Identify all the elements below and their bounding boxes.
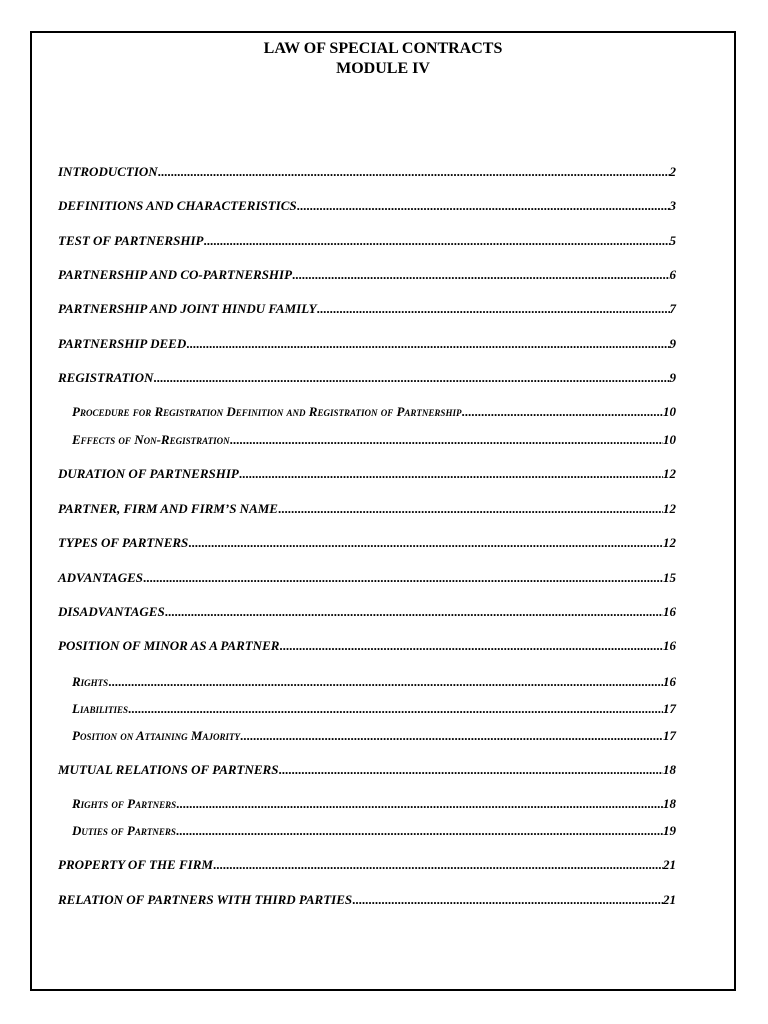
toc-dot-leader (176, 823, 663, 839)
toc-entry-label: PARTNERSHIP AND CO-PARTNERSHIP (58, 267, 293, 282)
toc-page-number: 12 (663, 535, 676, 550)
toc-entry-label: RELATION OF PARTNERS WITH THIRD PARTIES (58, 892, 353, 907)
toc-page-number: 2 (669, 164, 676, 179)
toc-page-number: 9 (669, 336, 676, 351)
toc-entry-label: Duties of Partners (72, 823, 176, 838)
toc-subentry[interactable] (72, 701, 676, 717)
toc-entry[interactable] (58, 570, 676, 586)
toc-entry-label: REGISTRATION (58, 370, 154, 385)
toc-dot-leader (213, 857, 663, 873)
toc-entry-label: DURATION OF PARTNERSHIP (58, 466, 239, 481)
toc-entry[interactable] (58, 604, 676, 620)
toc-subentry[interactable] (72, 432, 676, 448)
toc-dot-leader (186, 336, 669, 352)
toc-page-number: 21 (663, 892, 676, 907)
title-line-2: MODULE IV (336, 60, 430, 77)
toc-dot-leader (165, 604, 663, 620)
toc-entry[interactable] (58, 466, 676, 482)
toc-page-number: 5 (669, 233, 676, 248)
toc-entry-label: DISADVANTAGES (58, 604, 165, 619)
toc-page-number: 10 (663, 432, 676, 447)
toc-entry-label: Liabilities (72, 701, 128, 716)
toc-dot-leader (239, 466, 663, 482)
toc-subentry[interactable] (72, 728, 676, 744)
document-title (32, 39, 734, 79)
toc-entry-label: Rights (72, 674, 109, 689)
toc-entry[interactable] (58, 301, 676, 317)
toc-entry-label: DEFINITIONS AND CHARACTERISTICS (58, 198, 297, 213)
toc-entry-label: PROPERTY OF THE FIRM (58, 857, 213, 872)
title-line-1: LAW OF SPECIAL CONTRACTS (263, 40, 503, 57)
toc-entry[interactable] (58, 164, 676, 180)
toc-dot-leader (176, 796, 663, 812)
toc-entry-label: POSITION OF MINOR AS A PARTNER (58, 638, 280, 653)
toc-page-number: 17 (663, 728, 676, 743)
toc-page-number: 17 (663, 701, 676, 716)
toc-entry[interactable] (58, 336, 676, 352)
toc-entry[interactable] (58, 370, 676, 386)
toc-entry[interactable] (58, 857, 676, 873)
toc-dot-leader (153, 370, 669, 386)
toc-dot-leader (240, 728, 663, 744)
toc-subentry[interactable] (72, 796, 676, 812)
toc-entry-label: TYPES OF PARTNERS (58, 535, 189, 550)
toc-dot-leader (297, 198, 670, 214)
toc-dot-leader (188, 535, 663, 551)
toc-page-number: 19 (663, 823, 676, 838)
toc-page-number: 21 (663, 857, 676, 872)
toc-entry-label: PARTNER, FIRM AND FIRM’S NAME (58, 501, 278, 516)
toc-page-number: 16 (663, 674, 676, 689)
toc-entry-label: INTRODUCTION (58, 164, 158, 179)
toc-entry-label: TEST OF PARTNERSHIP (58, 233, 204, 248)
toc-entry-label: Position on Attaining Majority (72, 728, 240, 743)
toc-entry[interactable] (58, 198, 676, 214)
toc-entry[interactable] (58, 233, 676, 249)
toc-dot-leader (352, 892, 663, 908)
toc-dot-leader (279, 638, 663, 654)
toc-subentry[interactable] (72, 404, 676, 420)
toc-page-number: 12 (663, 501, 676, 516)
toc-subentry[interactable] (72, 823, 676, 839)
toc-dot-leader (461, 404, 663, 420)
toc-entry-label: MUTUAL RELATIONS OF PARTNERS (58, 762, 279, 777)
toc-page-number: 6 (669, 267, 676, 282)
toc-entry-label: PARTNERSHIP AND JOINT HINDU FAMILY (58, 301, 317, 316)
toc-entry-label: Effects of Non-Registration (72, 432, 230, 447)
toc-entry[interactable] (58, 762, 676, 778)
toc-page-number: 12 (663, 466, 676, 481)
toc-page-number: 16 (663, 638, 676, 653)
toc-entry-label: Procedure for Registration Definition and Registration of Partnership (72, 404, 462, 419)
toc-page-number: 18 (663, 796, 676, 811)
toc-entry[interactable] (58, 501, 676, 517)
toc-dot-leader (108, 674, 663, 690)
toc-dot-leader (317, 301, 670, 317)
toc-page-number: 18 (663, 762, 676, 777)
toc-entry[interactable] (58, 267, 676, 283)
toc-dot-leader (158, 164, 670, 180)
toc-dot-leader (203, 233, 669, 249)
toc-dot-leader (230, 432, 663, 448)
toc-entry[interactable] (58, 892, 676, 908)
toc-entry-label: Rights of Partners (72, 796, 177, 811)
toc-dot-leader (143, 570, 663, 586)
toc-page-number: 16 (663, 604, 676, 619)
toc-subentry[interactable] (72, 674, 676, 690)
toc-page-number: 3 (669, 198, 676, 213)
toc-page-number: 9 (669, 370, 676, 385)
toc-page-number: 10 (663, 404, 676, 419)
toc-entry-label: ADVANTAGES (58, 570, 144, 585)
toc-entry[interactable] (58, 638, 676, 654)
toc-dot-leader (292, 267, 669, 283)
toc-dot-leader (278, 762, 663, 778)
toc-entry-label: PARTNERSHIP DEED (58, 336, 187, 351)
toc-dot-leader (128, 701, 663, 717)
toc-page-number: 7 (669, 301, 676, 316)
toc-page-number: 15 (663, 570, 676, 585)
toc-dot-leader (278, 501, 663, 517)
toc-entry[interactable] (58, 535, 676, 551)
